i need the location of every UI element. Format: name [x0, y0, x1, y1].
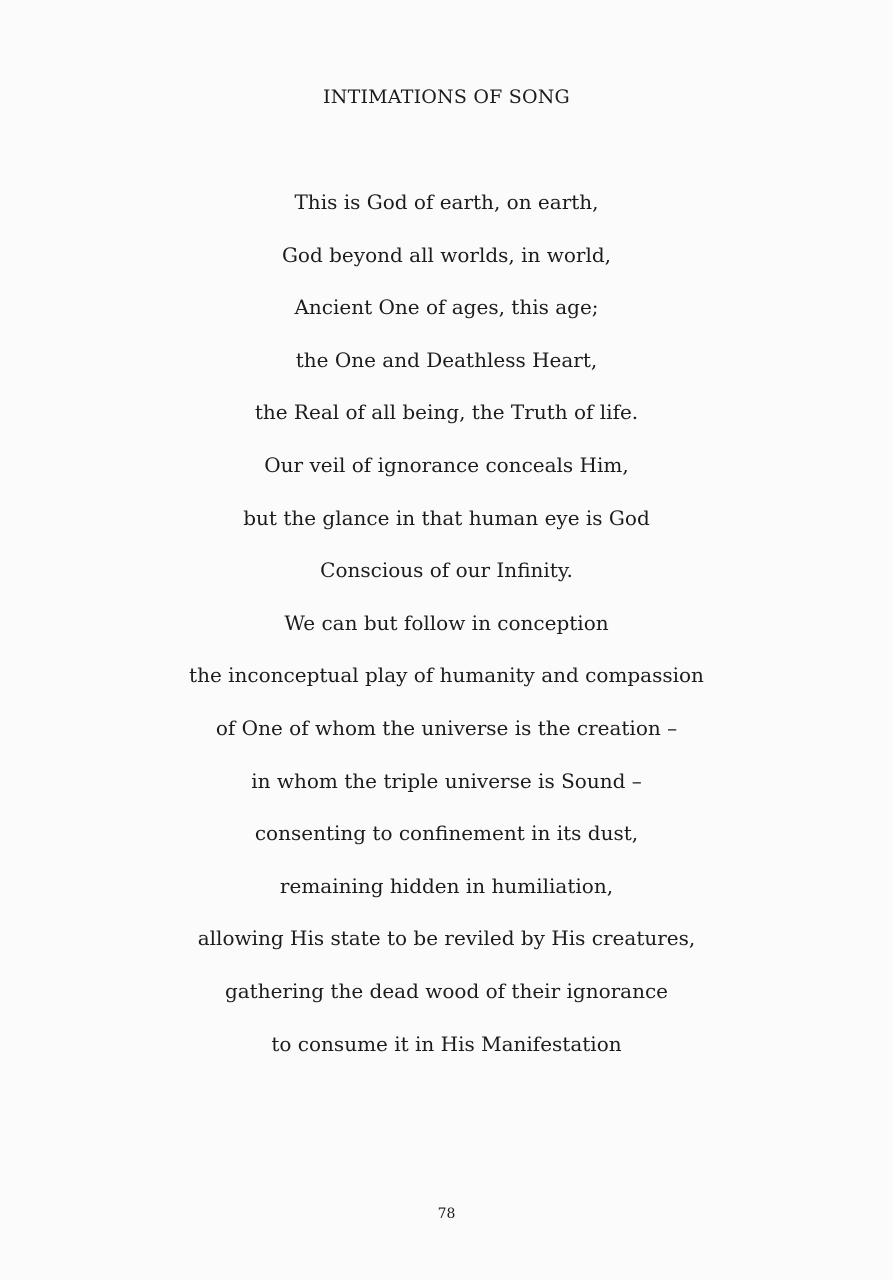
poem-line: to consume it in His Manifestation	[271, 1031, 622, 1056]
poem-line: the Real of all being, the Truth of life.	[254, 400, 639, 425]
poem-line: the One and Deathless Heart,	[295, 347, 598, 372]
poem-line: We can but follow in conception	[284, 610, 609, 635]
page-number: 78	[437, 1206, 456, 1222]
poem-line: consenting to confinement in its dust,	[254, 821, 639, 846]
poem-line: the inconceptual play of humanity and compassion	[189, 663, 704, 688]
poem-line: allowing His state to be reviled by His creatures,	[197, 926, 696, 951]
poem-line: in whom the triple universe is Sound –	[251, 768, 642, 793]
poem-line: remaining hidden in humiliation,	[279, 873, 614, 898]
poem-body	[0, 188, 893, 1082]
poem-line: This is God of earth, on earth,	[294, 190, 599, 214]
poem-line: Our veil of ignorance conceals Him,	[264, 452, 629, 477]
poem-line: but the glance in that human eye is God	[243, 505, 650, 530]
poem-line: Ancient One of ages, this age;	[294, 295, 599, 320]
poem-line: gathering the dead wood of their ignorance	[224, 978, 669, 1003]
poem-line: of One of whom the universe is the creation –	[215, 715, 678, 740]
page-title: INTIMATIONS OF SONG	[323, 86, 570, 108]
poem-line: God beyond all worlds, in world,	[281, 242, 612, 267]
poem-line: Conscious of our Infinity.	[320, 558, 573, 583]
